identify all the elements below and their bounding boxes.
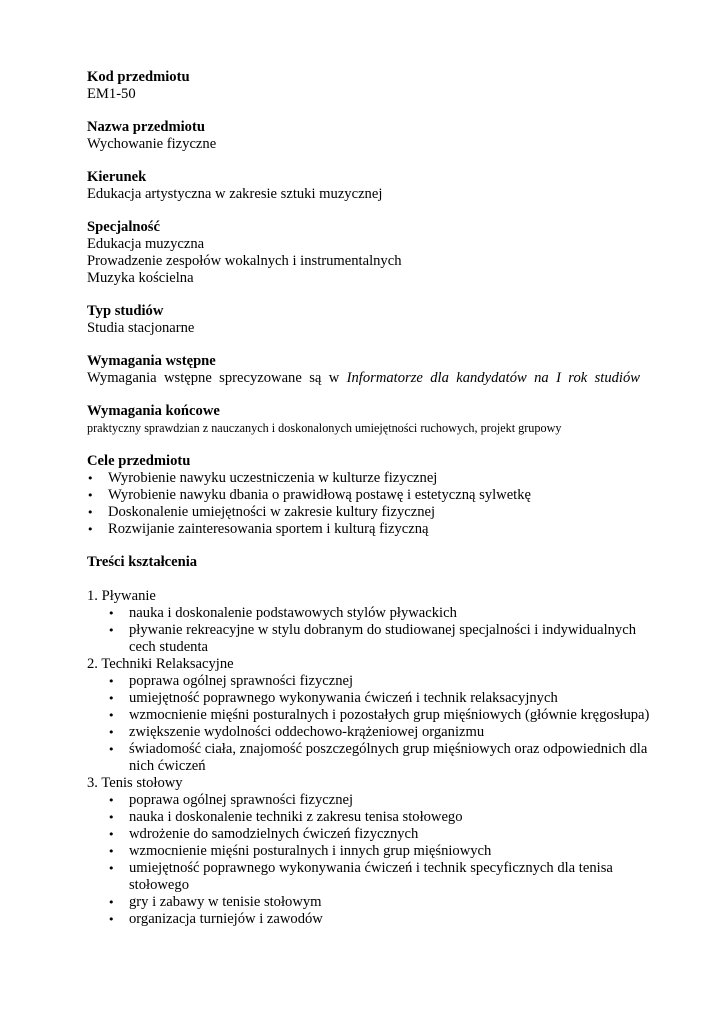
topic-item-text: gry i zabawy w tenisie stołowym <box>129 894 322 910</box>
bullet-icon: • <box>108 845 115 858</box>
topic-item-text: świadomość ciała, znajomość poszczególnych grup mięśniowych oraz odpowiednich dla nich ćwiczeń <box>129 741 648 774</box>
topic-title-techniki-relaksacyjne: 2. Techniki Relaksacyjne <box>87 656 234 672</box>
topic-items-techniki-relaksacyjne <box>87 673 667 775</box>
value-specjalnosc-3: Muzyka kościelna <box>87 270 194 286</box>
value-kod-przedmiotu: EM1-50 <box>87 86 136 102</box>
wymagania-wstepne-italic: Informatorze dla kandydatów na I rok studiów <box>346 370 640 386</box>
topic-item-text: wzmocnienie mięśni posturalnych i innych grup mięśniowych <box>129 843 492 859</box>
goal-text: Wyrobienie nawyku uczestniczenia w kulturze fizycznej <box>108 470 438 486</box>
bullet-icon: • <box>87 506 94 519</box>
list-item <box>108 707 659 724</box>
bullet-icon: • <box>108 913 115 926</box>
bullet-icon: • <box>87 523 94 536</box>
topic-items-tenis-stolowy <box>87 792 667 928</box>
heading-tresci-ksztalcenia: Treści kształcenia <box>87 554 198 570</box>
list-item <box>108 809 659 826</box>
list-item <box>108 690 659 707</box>
section-wymagania-wstepne <box>87 353 667 387</box>
topic-item-text: pływanie rekreacyjne w stylu dobranym do studiowanej specjalności i indywidualnych cech studenta <box>129 622 637 655</box>
list-item <box>87 487 667 504</box>
value-specjalnosc-1: Edukacja muzyczna <box>87 236 205 252</box>
bullet-icon: • <box>108 692 115 705</box>
spacer <box>87 571 667 588</box>
topic-item-text: zwiększenie wydolności oddechowo-krążeniowej organizmu <box>129 724 485 740</box>
heading-wymagania-wstepne: Wymagania wstępne <box>87 353 216 369</box>
value-typ-studiow: Studia stacjonarne <box>87 320 195 336</box>
section-specjalnosc <box>87 219 667 287</box>
topic-item-text: wdrożenie do samodzielnych ćwiczeń fizycznych <box>129 826 419 842</box>
heading-nazwa-przedmiotu: Nazwa przedmiotu <box>87 119 205 135</box>
list-item <box>108 860 659 894</box>
list-item <box>108 673 659 690</box>
section-kod-przedmiotu <box>87 69 667 103</box>
topic-item-text: nauka i doskonalenie techniki z zakresu tenisa stołowego <box>129 809 463 825</box>
section-tresci-ksztalcenia <box>87 554 667 928</box>
list-item <box>108 622 659 656</box>
heading-kod-przedmiotu: Kod przedmiotu <box>87 69 190 85</box>
list-item <box>87 504 667 521</box>
value-wymagania-koncowe: praktyczny sprawdzian z nauczanych i doskonalonych umiejętności ruchowych, projekt grupowy <box>87 421 562 435</box>
heading-cele-przedmiotu: Cele przedmiotu <box>87 453 191 469</box>
bullet-icon: • <box>108 743 115 756</box>
heading-kierunek: Kierunek <box>87 169 147 185</box>
bullet-icon: • <box>87 472 94 485</box>
goal-text: Wyrobienie nawyku dbania o prawidłową postawę i estetyczną sylwetkę <box>108 487 532 503</box>
list-item <box>108 826 659 843</box>
document-content <box>87 69 667 944</box>
list-item <box>108 605 659 622</box>
goals-list <box>87 470 667 538</box>
topic-title-tenis-stolowy: 3. Tenis stołowy <box>87 775 183 791</box>
value-specjalnosc-2: Prowadzenie zespołów wokalnych i instrumentalnych <box>87 253 402 269</box>
list-item <box>108 741 659 775</box>
bullet-icon: • <box>108 896 115 909</box>
topic-item-text: umiejętność poprawnego wykonywania ćwiczeń i technik relaksacyjnych <box>129 690 558 706</box>
bullet-icon: • <box>108 624 115 637</box>
section-cele-przedmiotu <box>87 453 667 538</box>
bullet-icon: • <box>108 607 115 620</box>
value-nazwa-przedmiotu: Wychowanie fizyczne <box>87 136 217 152</box>
bullet-icon: • <box>108 675 115 688</box>
goal-text: Doskonalenie umiejętności w zakresie kultury fizycznej <box>108 504 436 520</box>
topic-title-plywanie: 1. Pływanie <box>87 588 156 604</box>
section-nazwa-przedmiotu <box>87 119 667 153</box>
heading-wymagania-koncowe: Wymagania końcowe <box>87 403 220 419</box>
list-item <box>108 843 659 860</box>
bullet-icon: • <box>108 862 115 875</box>
bullet-icon: • <box>108 811 115 824</box>
section-kierunek <box>87 169 667 203</box>
section-typ-studiow <box>87 303 667 337</box>
list-item <box>87 521 667 538</box>
topic-item-text: poprawa ogólnej sprawności fizycznej <box>129 673 354 689</box>
bullet-icon: • <box>108 709 115 722</box>
value-kierunek: Edukacja artystyczna w zakresie sztuki muzycznej <box>87 186 383 202</box>
list-item <box>108 894 659 911</box>
list-item <box>87 470 667 487</box>
list-item <box>108 792 659 809</box>
topic-item-text: wzmocnienie mięśni posturalnych i pozostałych grup mięśniowych (głównie kręgosłupa) <box>129 707 650 723</box>
topic-item-text: nauka i doskonalenie podstawowych stylów pływackich <box>129 605 457 621</box>
section-wymagania-koncowe <box>87 403 667 437</box>
heading-specjalnosc: Specjalność <box>87 219 160 235</box>
topic-items-plywanie <box>87 605 667 656</box>
goal-text: Rozwijanie zainteresowania sportem i kulturą fizyczną <box>108 521 429 537</box>
topic-item-text: poprawa ogólnej sprawności fizycznej <box>129 792 354 808</box>
wymagania-wstepne-text: Wymagania wstępne sprecyzowane są w <box>87 370 340 386</box>
list-item <box>108 911 659 928</box>
topic-item-text: organizacja turniejów i zawodów <box>129 911 323 927</box>
bullet-icon: • <box>87 489 94 502</box>
topic-item-text: umiejętność poprawnego wykonywania ćwiczeń i technik specyficznych dla tenisa stołowego <box>129 860 613 893</box>
list-item <box>108 724 659 741</box>
bullet-icon: • <box>108 828 115 841</box>
bullet-icon: • <box>108 726 115 739</box>
heading-typ-studiow: Typ studiów <box>87 303 164 319</box>
bullet-icon: • <box>108 794 115 807</box>
value-wymagania-wstepne <box>87 370 640 387</box>
